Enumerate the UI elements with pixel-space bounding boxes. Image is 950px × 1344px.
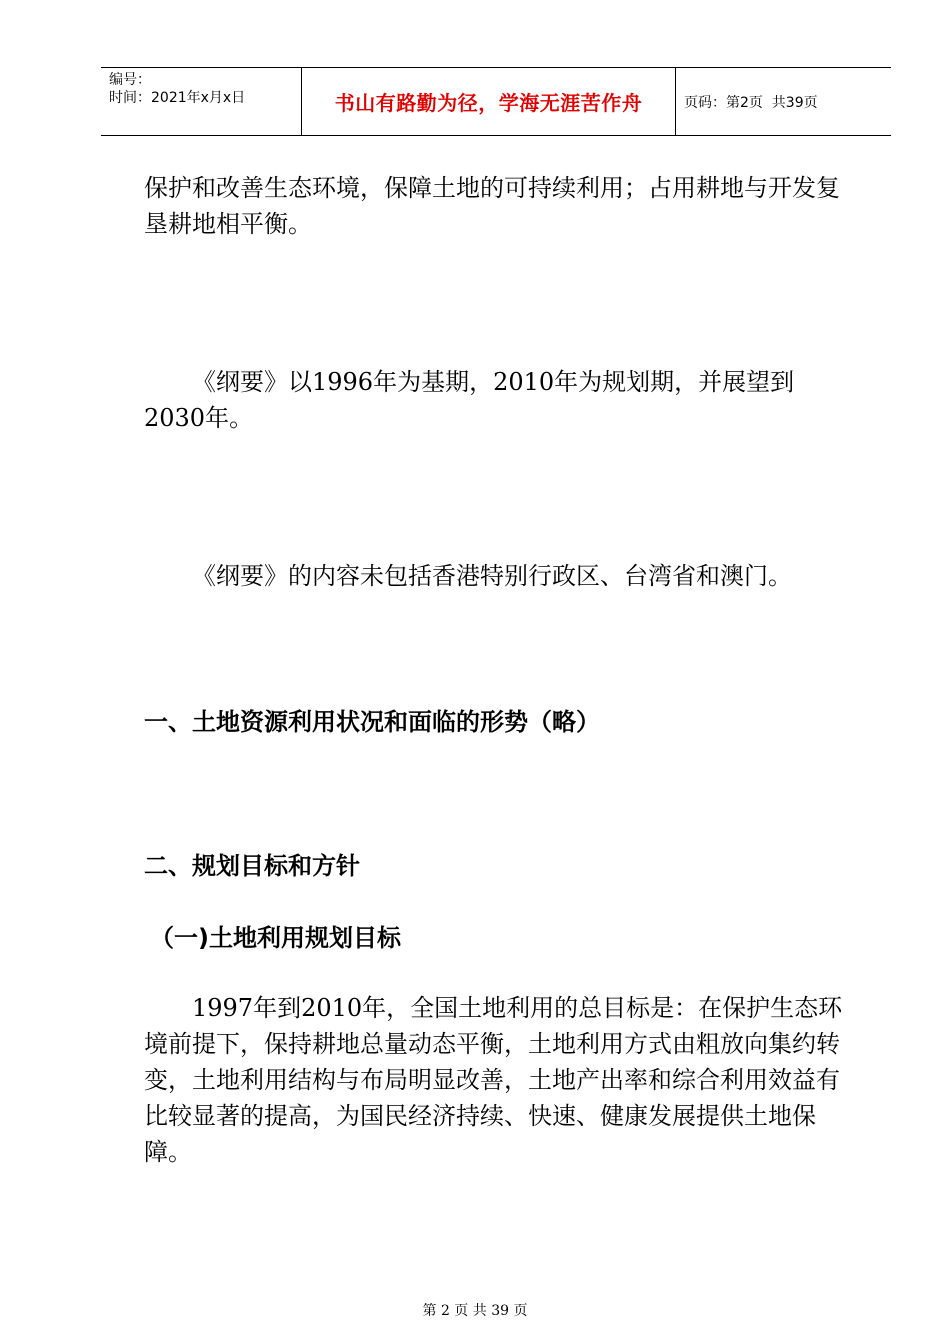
header-motto-cell bbox=[302, 68, 676, 135]
header-page-info: 页码：第2页 共39页 bbox=[684, 94, 818, 111]
paragraph-2: 《纲要》以1996年为基期，2010年为规划期，并展望到2030年。 bbox=[144, 368, 795, 432]
document-number-label: 编号： bbox=[109, 72, 151, 88]
paragraph-4: 1997年到2010年，全国土地利用的总目标是：在保护生态环境前提下，保持耕地总量动态平衡，土地利用方式由粗放向集约转变，土地利用结构与布局明显改善，土地产出率和综合利用效益有比较显著的提高，为国民经济持续、快速、健康发展提供土地保障。 bbox=[144, 994, 843, 1166]
document-time-label: 时间：2021年x月x日 bbox=[109, 90, 246, 106]
header-page-cell bbox=[676, 68, 891, 135]
header-meta-cell bbox=[101, 68, 302, 135]
page-footer: 第 2 页 共 39 页 bbox=[422, 1303, 528, 1319]
paragraph-1: 保护和改善生态环境，保障土地的可持续利用；占用耕地与开发复垦耕地相平衡。 bbox=[144, 174, 840, 238]
section-heading-1: 一、土地资源利用状况和面临的形势（略） bbox=[144, 708, 600, 736]
header-motto: 书山有路勤为径，学海无涯苦作舟 bbox=[334, 91, 643, 115]
subsection-heading-1: （一)土地利用规划目标 bbox=[150, 924, 401, 952]
page-header bbox=[101, 67, 891, 136]
section-heading-2: 二、规划目标和方针 bbox=[144, 852, 360, 880]
paragraph-3: 《纲要》的内容未包括香港特别行政区、台湾省和澳门。 bbox=[192, 562, 792, 590]
